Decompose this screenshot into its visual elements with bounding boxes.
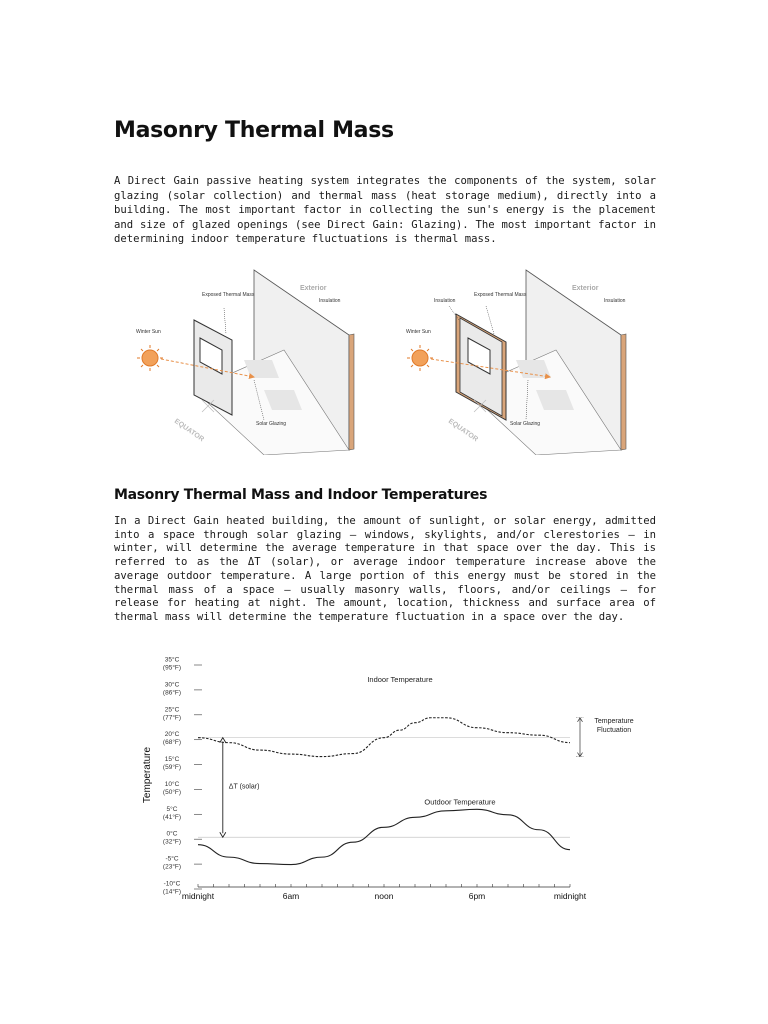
y-tick-label: 10°C bbox=[164, 780, 180, 788]
leader-line bbox=[486, 306, 494, 334]
label-exterior: Exterior bbox=[300, 285, 327, 292]
label-winter-sun: Winter Sun bbox=[406, 329, 431, 335]
label-insulation-left: Insulation bbox=[434, 298, 456, 304]
y-tick-label: 15°C bbox=[164, 756, 180, 764]
y-tick-label: (68°F) bbox=[162, 739, 182, 747]
y-tick-label: (86°F) bbox=[162, 689, 182, 697]
y-tick-label: (41°F) bbox=[162, 813, 182, 821]
insulation-layer bbox=[621, 334, 626, 450]
insulation-layer bbox=[349, 334, 354, 450]
y-tick-label: 20°C bbox=[164, 731, 180, 739]
series-label-indoor: Indoor Temperature bbox=[367, 675, 433, 684]
x-tick-label: noon bbox=[374, 891, 394, 901]
x-tick-label: midnight bbox=[553, 891, 587, 901]
series-label-outdoor: Outdoor Temperature bbox=[424, 797, 496, 807]
indoor-temperature-line bbox=[198, 718, 570, 757]
y-tick-label: -10°C bbox=[163, 880, 181, 888]
delta-t-label: ΔT (solar) bbox=[228, 783, 260, 791]
leader-line bbox=[449, 306, 459, 320]
diagram-right bbox=[406, 270, 626, 455]
x-tick-label: 6pm bbox=[468, 891, 486, 901]
annotations bbox=[142, 675, 634, 837]
y-tick-label: (77°F) bbox=[162, 714, 182, 722]
label-equator: EQUATOR bbox=[172, 417, 206, 444]
y-tick-label: 30°C bbox=[164, 681, 180, 689]
label-solar-glazing: Solar Glazing bbox=[256, 421, 287, 427]
x-tick-label: 6am bbox=[282, 891, 300, 901]
page-title: Masonry Thermal Mass bbox=[114, 118, 394, 143]
label-insulation: Insulation bbox=[319, 298, 341, 304]
leader-line bbox=[224, 308, 226, 334]
y-tick-label: 5°C bbox=[166, 805, 178, 813]
series-lines bbox=[198, 718, 570, 865]
direct-gain-diagram bbox=[114, 250, 656, 455]
label-solar-glazing: Solar Glazing bbox=[510, 421, 541, 427]
section-title: Masonry Thermal Mass and Indoor Temperatures bbox=[114, 487, 488, 503]
y-tick-label: 0°C bbox=[166, 830, 178, 838]
label-winter-sun: Winter Sun bbox=[136, 329, 161, 335]
y-tick-label: (95°F) bbox=[162, 664, 182, 672]
y-tick-label: 35°C bbox=[164, 656, 180, 664]
temperature-chart bbox=[114, 620, 656, 920]
fluctuation-label: Temperature bbox=[594, 717, 634, 725]
sun-icon bbox=[142, 350, 158, 366]
y-tick-label: (23°F) bbox=[162, 863, 182, 871]
y-axis-title: Temperature bbox=[142, 746, 153, 804]
y-tick-label: -5°C bbox=[165, 855, 179, 863]
label-insulation-right: Insulation bbox=[604, 298, 626, 304]
y-axis-ticks bbox=[163, 656, 202, 896]
y-tick-label: (32°F) bbox=[162, 838, 182, 846]
label-equator: EQUATOR bbox=[446, 417, 480, 444]
x-axis-ticks bbox=[182, 884, 587, 901]
label-exterior: Exterior bbox=[572, 285, 599, 292]
y-tick-label: 25°C bbox=[164, 706, 180, 714]
label-exposed-thermal-mass: Exposed Thermal Mass bbox=[474, 292, 527, 298]
y-tick-label: (14°F) bbox=[162, 888, 182, 896]
x-tick-label: midnight bbox=[181, 891, 215, 901]
y-tick-label: (50°F) bbox=[162, 788, 182, 796]
y-tick-label: (59°F) bbox=[162, 764, 182, 772]
fluctuation-label: Fluctuation bbox=[596, 726, 632, 734]
diagram-left bbox=[136, 270, 354, 455]
body-paragraph: In a Direct Gain heated building, the amount of sunlight, or solar energy, admitted into a space through solar glazing – windows, skylights, and/or clerestories – in winter, will determine the average temperature in that space over the day. This is referred to as the ΔT (solar), or average indoor temperature increase above the average outdoor temperature. A large portion of this energy must be stored in the thermal mass of a space – usually masonry walls, floors, and/or ceilings – for release for heating at night. The amount, location, thickness and surface area of thermal mass will determine the temperature fluctuation in a space over the day. bbox=[114, 515, 656, 623]
intro-paragraph: A Direct Gain passive heating system integrates the components of the system, solar glazing (solar collection) and thermal mass (heat storage medium), directly into a building. The most important factor in collecting the sun's energy is the placement and size of glazed openings (see Direct Gain: Glazing). The most important factor in determining indoor temperature fluctuations is thermal mass. bbox=[114, 175, 656, 246]
sun-icon bbox=[412, 350, 428, 366]
label-exposed-thermal-mass: Exposed Thermal Mass bbox=[202, 292, 255, 298]
